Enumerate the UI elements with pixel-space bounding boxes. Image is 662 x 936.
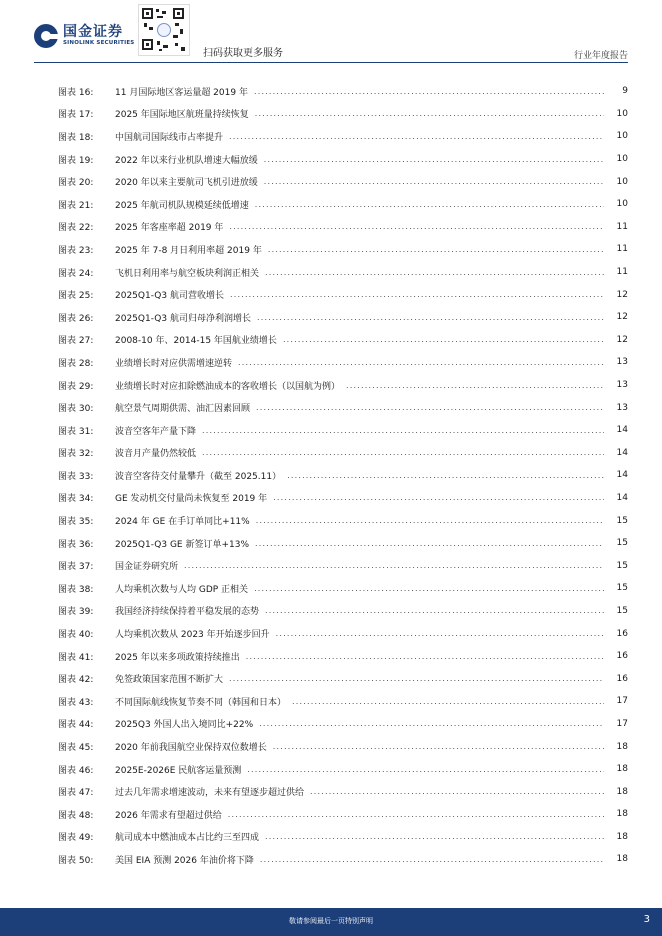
toc-entry-title: 2022 年以来行业机队增速大幅放缓 [115, 155, 258, 166]
toc-entry-title: 飞机日利用率与航空板块利润正相关 [115, 268, 260, 279]
toc-entry[interactable] [58, 577, 628, 600]
toc-entry-title: 2008-10 年、2014-15 年国航业绩增长 [115, 336, 277, 347]
toc-entry[interactable] [58, 667, 628, 690]
table-of-figures [58, 80, 628, 871]
toc-entry-title: 人均乘机次数与人均 GDP 正相关 [115, 584, 249, 595]
toc-dot-leader [238, 358, 604, 367]
toc-entry[interactable] [58, 80, 628, 103]
toc-entry-label: 图表 21: [58, 200, 94, 211]
toc-entry-title: 2025 年国际地区航班量持续恢复 [115, 110, 249, 121]
page-footer [0, 908, 662, 936]
toc-dot-leader [202, 448, 604, 457]
toc-entry-title: 2025 年航司机队规模延续低增速 [115, 200, 249, 211]
toc-dot-leader [257, 313, 604, 322]
toc-entry-label: 图表 43: [58, 697, 94, 708]
toc-entry[interactable] [58, 509, 628, 532]
toc-entry[interactable] [58, 713, 628, 736]
toc-entry-label: 图表 39: [58, 607, 94, 618]
toc-entry-label: 图表 32: [58, 449, 94, 460]
toc-entry[interactable] [58, 442, 628, 465]
toc-entry-page: 13 [616, 380, 628, 391]
toc-entry[interactable] [58, 487, 628, 510]
toc-entry-page: 16 [616, 651, 628, 662]
toc-dot-leader [256, 516, 604, 525]
toc-entry[interactable] [58, 803, 628, 826]
toc-entry-label: 图表 25: [58, 291, 94, 302]
toc-entry-label: 图表 45: [58, 743, 94, 754]
toc-dot-leader [265, 606, 604, 615]
toc-entry-page: 14 [616, 425, 628, 436]
toc-entry-label: 图表 29: [58, 381, 94, 392]
toc-entry-label: 图表 20: [58, 178, 94, 189]
toc-entry[interactable] [58, 848, 628, 871]
toc-entry-label: 图表 22: [58, 223, 94, 234]
toc-dot-leader [246, 652, 604, 661]
toc-entry[interactable] [58, 735, 628, 758]
toc-entry[interactable] [58, 216, 628, 239]
toc-entry-title: 2025E-2026E 民航客运量预测 [115, 765, 242, 776]
toc-entry-page: 15 [616, 515, 628, 526]
toc-entry-title: 国金证券研究所 [115, 562, 179, 573]
toc-dot-leader [255, 109, 604, 118]
toc-dot-leader [254, 87, 604, 96]
toc-entry-page: 17 [616, 718, 628, 729]
toc-entry[interactable] [58, 283, 628, 306]
toc-entry-page: 18 [616, 741, 628, 752]
toc-entry[interactable] [58, 464, 628, 487]
toc-entry-label: 图表 49: [58, 833, 94, 844]
toc-entry-page: 11 [616, 244, 628, 255]
toc-entry[interactable] [58, 554, 628, 577]
toc-entry-title: 2025Q1-Q3 航司营收增长 [115, 291, 224, 302]
toc-entry[interactable] [58, 125, 628, 148]
footer-disclaimer: 敬请参阅最后一页特别声明 [289, 917, 373, 925]
toc-entry-page: 16 [616, 673, 628, 684]
toc-dot-leader [202, 426, 604, 435]
toc-entry-label: 图表 27: [58, 336, 94, 347]
toc-entry-page: 15 [616, 605, 628, 616]
toc-entry-label: 图表 35: [58, 517, 94, 528]
toc-entry-label: 图表 24: [58, 268, 94, 279]
toc-entry-title: 业绩增长时对应供需增速逆转 [115, 358, 233, 369]
page-header [0, 0, 662, 64]
toc-entry[interactable] [58, 170, 628, 193]
toc-dot-leader [247, 765, 604, 774]
toc-dot-leader [184, 561, 604, 570]
toc-entry-label: 图表 47: [58, 788, 94, 799]
toc-entry-page: 13 [616, 357, 628, 368]
toc-entry-label: 图表 17: [58, 110, 94, 121]
toc-entry-title: 2020 年前我国航空业保持双位数增长 [115, 743, 267, 754]
toc-entry-page: 18 [616, 809, 628, 820]
logo-chinese-name: 国金证券 [63, 24, 123, 40]
toc-entry-label: 图表 30: [58, 404, 94, 415]
toc-entry-title: 2026 年需求有望超过供给 [115, 810, 222, 821]
toc-entry-label: 图表 38: [58, 584, 94, 595]
toc-entry-page: 12 [616, 289, 628, 300]
toc-entry-title: 人均乘机次数从 2023 年开始逐步回升 [115, 630, 270, 641]
toc-entry-label: 图表 23: [58, 245, 94, 256]
toc-dot-leader [256, 403, 604, 412]
toc-entry[interactable] [58, 374, 628, 397]
toc-entry-label: 图表 36: [58, 539, 94, 550]
toc-entry-title: 2020 年以来主要航司飞机引进放缓 [115, 178, 258, 189]
sinolink-logo-icon [34, 24, 58, 48]
toc-entry-title: 航空景气周期供需、油汇因素回顾 [115, 404, 251, 415]
toc-entry-label: 图表 44: [58, 720, 94, 731]
toc-dot-leader [287, 471, 604, 480]
toc-dot-leader [310, 787, 604, 796]
toc-entry[interactable] [58, 758, 628, 781]
toc-entry-label: 图表 50: [58, 855, 94, 866]
toc-dot-leader [229, 222, 604, 231]
toc-entry-title: 航司成本中燃油成本占比约三至四成 [115, 833, 260, 844]
toc-entry-page: 15 [616, 583, 628, 594]
toc-entry[interactable] [58, 826, 628, 849]
toc-entry-title: 中国航司国际线市占率提升 [115, 132, 224, 143]
toc-dot-leader [264, 155, 604, 164]
toc-entry-page: 14 [616, 447, 628, 458]
toc-entry-page: 15 [616, 560, 628, 571]
toc-dot-leader [255, 200, 604, 209]
toc-entry[interactable] [58, 396, 628, 419]
toc-dot-leader [264, 177, 604, 186]
toc-entry-title: 过去几年需求增速波动，未来有望逐步超过供给 [115, 788, 305, 799]
sinolink-logo [34, 24, 134, 48]
toc-entry-page: 13 [616, 402, 628, 413]
toc-entry-title: GE 发动机交付量尚未恢复至 2019 年 [115, 494, 268, 505]
toc-entry-page: 10 [616, 176, 628, 187]
toc-dot-leader [265, 832, 604, 841]
toc-entry-title: 2025Q3 外国人出入境同比+22% [115, 720, 254, 731]
toc-entry-page: 10 [616, 199, 628, 210]
toc-entry-title: 美国 EIA 预测 2026 年油价将下降 [115, 855, 254, 866]
toc-entry-page: 9 [622, 86, 628, 97]
toc-dot-leader [268, 245, 604, 254]
toc-dot-leader [283, 335, 604, 344]
toc-dot-leader [229, 674, 604, 683]
qr-code-icon[interactable] [138, 4, 190, 56]
toc-entry-title: 不同国际航线恢复节奏不同（韩国和日本） [115, 697, 287, 708]
toc-entry[interactable] [58, 532, 628, 555]
toc-entry[interactable] [58, 103, 628, 126]
toc-dot-leader [254, 584, 604, 593]
toc-dot-leader [260, 855, 604, 864]
toc-entry-page: 18 [616, 854, 628, 865]
toc-dot-leader [265, 268, 604, 277]
toc-entry-label: 图表 31: [58, 426, 94, 437]
toc-entry-title: 2025 年客座率超 2019 年 [115, 223, 224, 234]
toc-entry-title: 11 月国际地区客运量超 2019 年 [115, 87, 248, 98]
toc-entry-page: 12 [616, 334, 628, 345]
toc-entry-label: 图表 19: [58, 155, 94, 166]
toc-entry-page: 14 [616, 492, 628, 503]
toc-entry[interactable] [58, 690, 628, 713]
toc-entry-page: 11 [616, 267, 628, 278]
toc-dot-leader [276, 629, 604, 638]
header-divider [34, 62, 628, 63]
toc-entry-page: 12 [616, 312, 628, 323]
toc-entry-title: 2025 年以来多项政策持续推出 [115, 652, 240, 663]
qr-center-logo-icon [157, 23, 171, 37]
toc-entry-title: 我国经济持续保持着平稳发展的态势 [115, 607, 260, 618]
toc-entry[interactable] [58, 238, 628, 261]
toc-dot-leader [259, 719, 604, 728]
toc-entry-label: 图表 42: [58, 675, 94, 686]
toc-entry-label: 图表 48: [58, 810, 94, 821]
toc-entry[interactable] [58, 148, 628, 171]
report-type-label: 行业年度报告 [573, 51, 628, 61]
toc-entry-label: 图表 26: [58, 313, 94, 324]
toc-dot-leader [346, 381, 604, 390]
toc-entry[interactable] [58, 645, 628, 668]
toc-entry-label: 图表 40: [58, 630, 94, 641]
toc-entry-title: 2024 年 GE 在手订单同比+11% [115, 517, 250, 528]
toc-dot-leader [229, 132, 604, 141]
scan-for-services-text: 扫码获取更多服务 [203, 48, 283, 59]
toc-entry[interactable] [58, 622, 628, 645]
toc-entry-page: 10 [616, 131, 628, 142]
toc-dot-leader [292, 697, 604, 706]
toc-entry-title: 免签政策国家范围不断扩大 [115, 675, 224, 686]
toc-entry-label: 图表 16: [58, 87, 94, 98]
page-number: 3 [643, 914, 650, 925]
toc-entry-title: 波音空客年产量下降 [115, 426, 197, 437]
toc-entry-label: 图表 46: [58, 765, 94, 776]
toc-dot-leader [228, 810, 604, 819]
toc-entry-title: 波音空客待交付量攀升（截至 2025.11） [115, 471, 282, 482]
toc-dot-leader [255, 539, 604, 548]
toc-entry-title: 2025Q1-Q3 航司归母净利润增长 [115, 313, 251, 324]
toc-entry-label: 图表 18: [58, 132, 94, 143]
toc-entry[interactable] [58, 329, 628, 352]
toc-dot-leader [230, 290, 604, 299]
toc-entry[interactable] [58, 600, 628, 623]
toc-entry-title: 波音月产量仍然较低 [115, 449, 197, 460]
toc-entry-page: 10 [616, 154, 628, 165]
toc-entry[interactable] [58, 419, 628, 442]
toc-entry-page: 18 [616, 764, 628, 775]
toc-entry-page: 14 [616, 470, 628, 481]
toc-entry[interactable] [58, 351, 628, 374]
toc-entry-page: 18 [616, 831, 628, 842]
toc-entry-page: 16 [616, 628, 628, 639]
toc-dot-leader [273, 742, 604, 751]
toc-entry-page: 11 [616, 221, 628, 232]
toc-entry-title: 业绩增长时对应扣除燃油成本的客收增长（以国航为例） [115, 381, 341, 392]
logo-english-name: SINOLINK SECURITIES [63, 40, 135, 46]
toc-entry-title: 2025Q1-Q3 GE 新签订单+13% [115, 539, 250, 550]
toc-entry-label: 图表 37: [58, 562, 94, 573]
toc-entry-page: 15 [616, 538, 628, 549]
toc-entry-title: 2025 年 7-8 月日利用率超 2019 年 [115, 245, 262, 256]
toc-entry[interactable] [58, 261, 628, 284]
toc-entry-label: 图表 34: [58, 494, 94, 505]
toc-entry-page: 17 [616, 696, 628, 707]
toc-dot-leader [273, 493, 604, 502]
toc-entry[interactable] [58, 193, 628, 216]
toc-entry-label: 图表 33: [58, 471, 94, 482]
toc-entry[interactable] [58, 306, 628, 329]
toc-entry-label: 图表 28: [58, 358, 94, 369]
toc-entry-page: 18 [616, 786, 628, 797]
toc-entry-label: 图表 41: [58, 652, 94, 663]
toc-entry-page: 10 [616, 108, 628, 119]
toc-entry[interactable] [58, 780, 628, 803]
